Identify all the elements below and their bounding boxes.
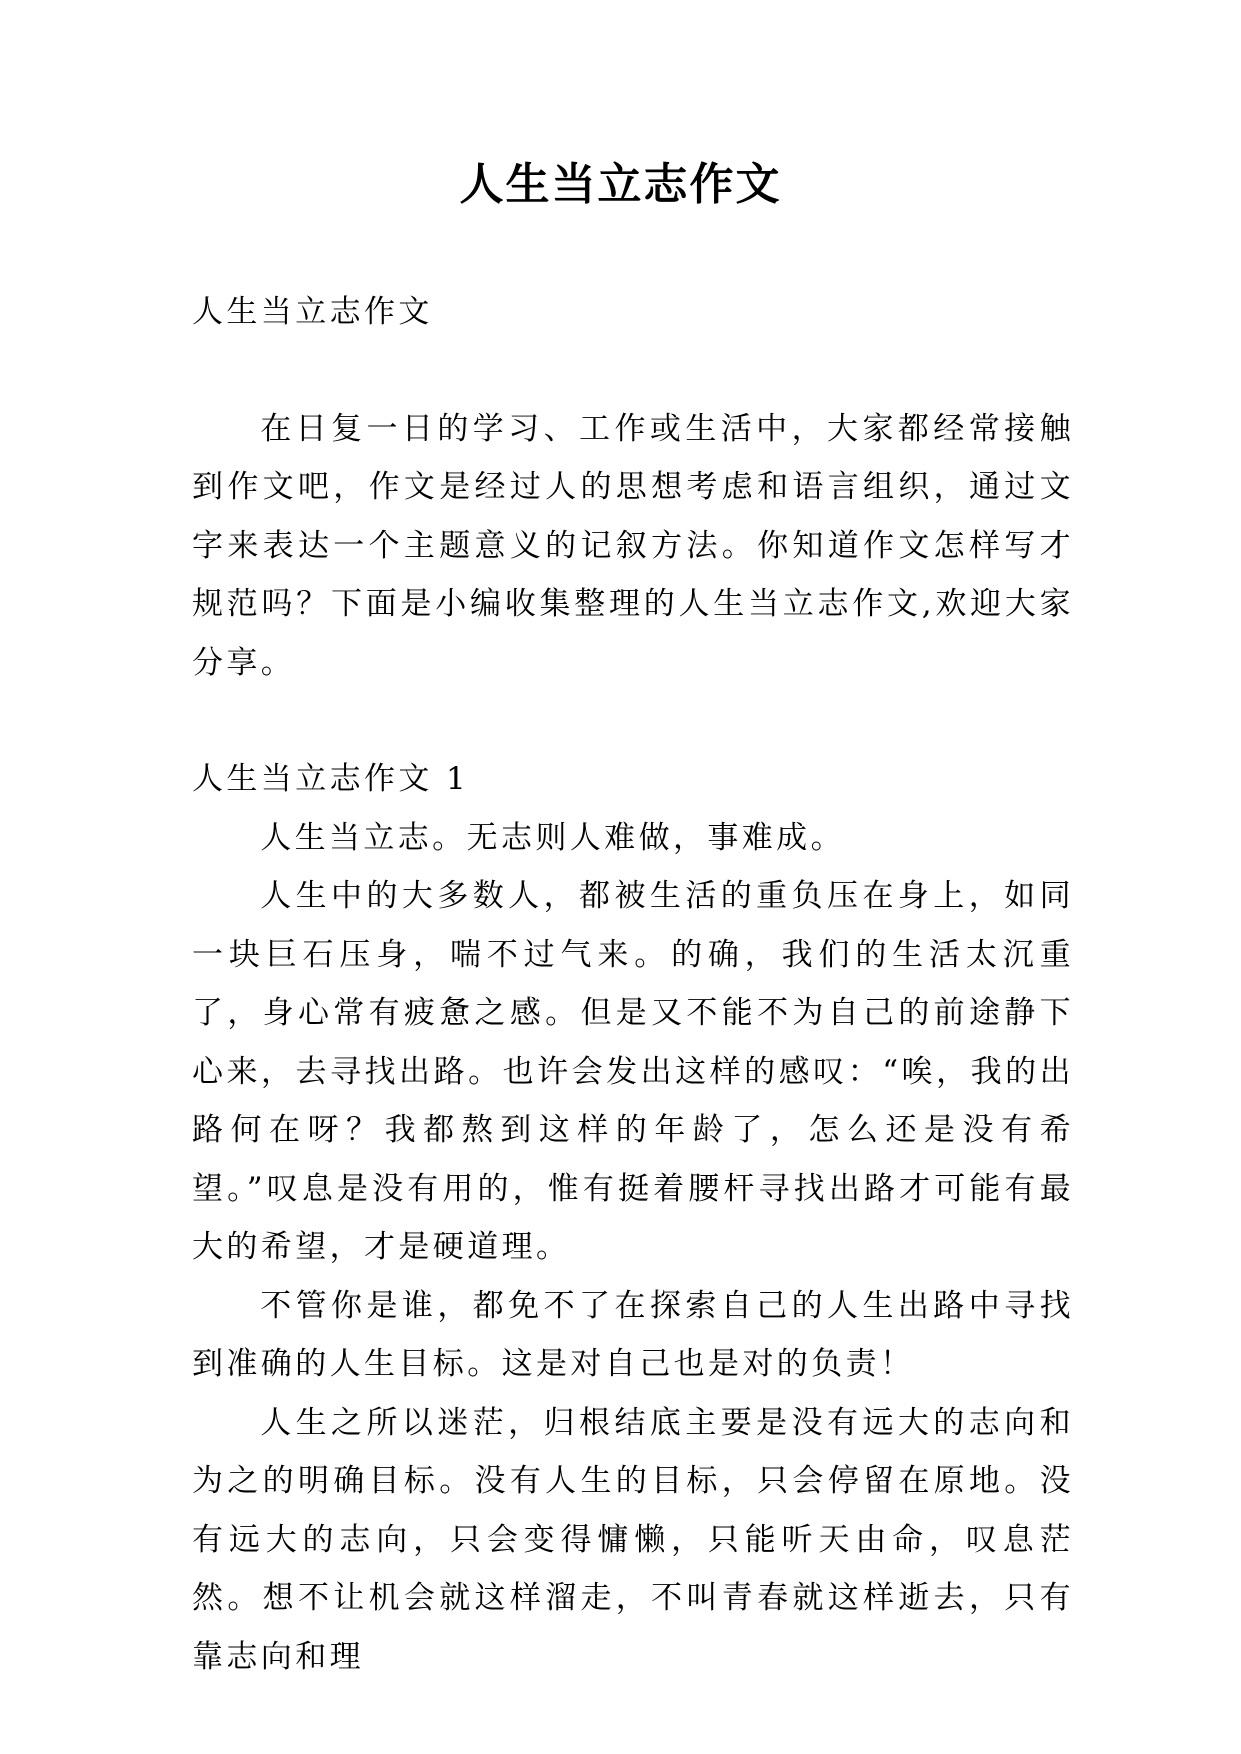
- document-subtitle: 人生当立志作文: [192, 294, 433, 330]
- document-title: 人生当立志作文: [459, 159, 782, 210]
- spacer: [192, 342, 1074, 400]
- body-paragraph-2: 人生中的大多数人，都被生活的重负压在身上，如同一块巨石压身，喘不过气来。的确，我们的生活太沉重了，身心常有疲惫之感。但是又不能不为自己的前途静下心来，去寻找出路。也许会发出这样的感叹：“唉，我的出路何在呀？我都熬到这样的年龄了，怎么还是没有希望。”叹息是没有用的，惟有挺着腰杆寻找出路才可能有最大的希望，才是硬道理。: [192, 878, 1074, 1265]
- section-heading: 人生当立志作文 1: [192, 761, 470, 797]
- body-paragraph-1: 人生当立志。无志则人难做，事难成。: [260, 819, 845, 856]
- body-paragraph-4: 人生之所以迷茫，归根结底主要是没有远大的志向和为之的明确目标。没有人生的目标，只会停留在原地。没有远大的志向，只会变得慵懒，只能听天由命，叹息茫然。想不让机会就这样溜走，不叫青春就这样逝去，只有靠志向和理: [192, 1404, 1074, 1675]
- intro-paragraph: 在日复一日的学习、工作或生活中，大家都经常接触到作文吧，作文是经过人的思想考虑和语言组织，通过文字来表达一个主题意义的记叙方法。你知道作文怎样写才规范吗？下面是小编收集整理的人生当立志作文,欢迎大家分享。: [192, 410, 1074, 681]
- document-body: [192, 283, 1074, 1686]
- body-paragraph-3: 不管你是谁，都免不了在探索自己的人生出路中寻找到准确的人生目标。这是对自己也是对的负责！: [192, 1287, 1074, 1382]
- spacer: [192, 692, 1074, 750]
